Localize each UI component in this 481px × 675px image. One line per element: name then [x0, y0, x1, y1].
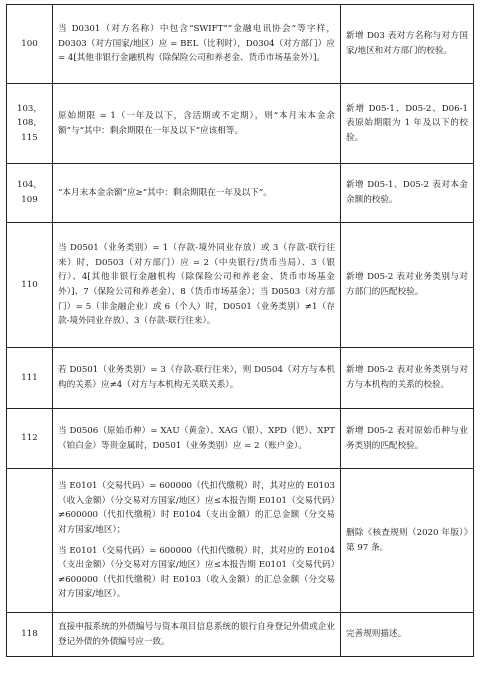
rule-number: 100	[7, 5, 53, 84]
rule-description: 原始期限 = 1（一年及以下，含活期或不定期），则“本月末本金余额”与“其中：剩余期限在一年及以下”应该相等。	[53, 84, 341, 164]
rule-number: 118	[7, 613, 53, 657]
table-row	[7, 5, 474, 84]
rule-number: 104，109	[7, 164, 53, 223]
rule-number: 110	[7, 223, 53, 348]
rule-number: 112	[7, 409, 53, 469]
change-note: 删除《核查规则（2020 年版）》第 97 条。	[341, 469, 474, 613]
change-note: 完善规则描述。	[341, 613, 474, 657]
rule-number: 111	[7, 348, 53, 409]
rule-table	[6, 4, 474, 657]
table-row	[7, 409, 474, 469]
rule-description: 当 D0501（业务类别）= 1（存款-境外同业存放）或 3（存款-联行往来）时，D0503（对方部门）应 = 2（中央银行/货币当局）、3（银行）、4[其他非银行金融机构（除保险公司和养老金、货币市场基金外）]、7（保险公司和养老金）、8（货币市场基金）；当 D0503（对方部门）= 5（非金融企业）或 6（个人）时，D0501（业务类别）≠1（存款-境外同业存放）、3（存款-联行往来）。	[53, 223, 341, 348]
rule-description: “本月末本金余额”应≥“其中：剩余期限在一年及以下”。	[53, 164, 341, 223]
change-note: 新增 D05-2 表对业务类别与对方与本机构的关系的校验。	[341, 348, 474, 409]
rule-number	[7, 469, 53, 613]
table-row	[7, 469, 474, 613]
rule-description: 直接申报系统的外债编号与资本项目信息系统的银行自身登记外债或企业登记外债的外债编号应一致。	[53, 613, 341, 657]
change-note: 新增 D05-1、D05-2 表对本金余额的校验。	[341, 164, 474, 223]
rule-description: 若 D0501（业务类别）= 3（存款-联行往来），则 D0504（对方与本机构的关系）应≠4（对方与本机构无关联关系）。	[53, 348, 341, 409]
table-row	[7, 613, 474, 657]
table-row	[7, 223, 474, 348]
change-note: 新增 D03 表对方名称与对方国家/地区和对方部门的校验。	[341, 5, 474, 84]
rule-description: 当 D0506（原始币种）= XAU（黄金）、XAG（银）、XPD（钯）、XPT（铂白金）等贵金属时，D0501（业务类别）应 = 2（账户金）。	[53, 409, 341, 469]
table-row	[7, 348, 474, 409]
change-note: 新增 D05-2 表对原始币种与业务类别的匹配校验。	[341, 409, 474, 469]
rule-description: 当 D0301（对方名称）中包含“SWIFT”“金融电讯协会”等字样，D0303（对方国家/地区）应 = BEL（比利时），D0304（对方部门）应 = 4[其他非银行金融机构（除保险公司和养老金、货币市场基金外）]。	[53, 5, 341, 84]
rule-number: 103，108，115	[7, 84, 53, 164]
change-note: 新增 D05-2 表对业务类别与对方部门的匹配校验。	[341, 223, 474, 348]
table-row	[7, 84, 474, 164]
table-row	[7, 164, 474, 223]
change-note: 新增 D05-1、D05-2、D06-1 表原始期限为 1 年及以下的校验。	[341, 84, 474, 164]
rule-description: 当 E0101（交易代码）= 600000（代扣代缴税）时，其对应的 E0103（收入金额）（分交易对方国家/地区）应≤本报告期 E0101（交易代码）≠600000（代扣代缴税）时 E0104（支出金额）的汇总金额（分交易对方国家/地区）； 当 E0101（交易代码）= 600000（代扣代缴税）时，其对应的 E0104（支出金额）（分交易对方国家/地区）应≤本报告期 E0101（交易代码）≠600000（代扣代缴税）时 E0103（收入金额）的汇总金额（分交易对方国家/地区）。	[53, 469, 341, 613]
